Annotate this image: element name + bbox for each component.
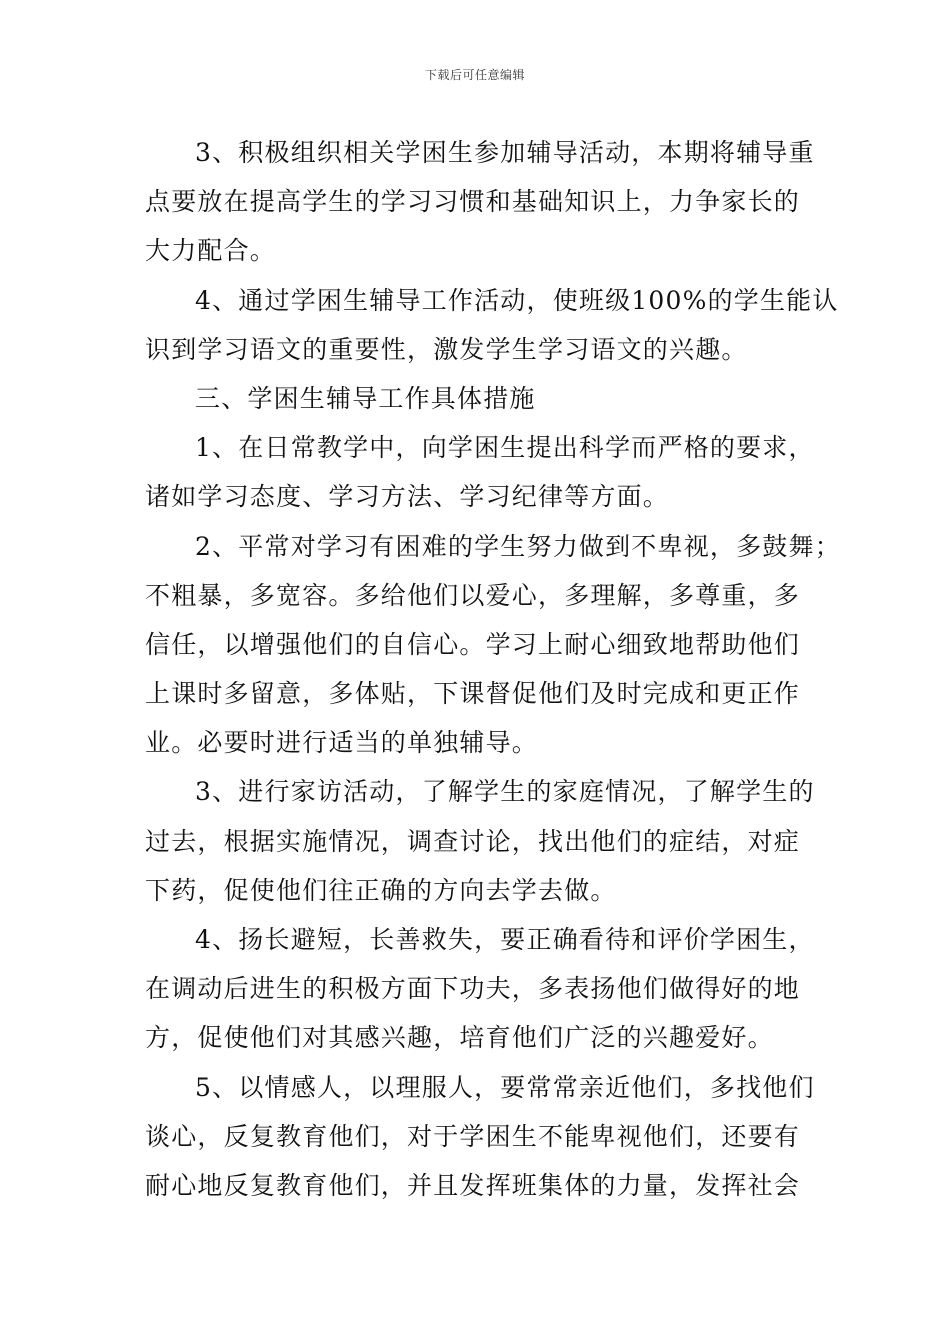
text-line: 信任，以增强他们的自信心。学习上耐心细致地帮助他们 (145, 629, 801, 659)
text-line: 点要放在提高学生的学习习惯和基础知识上，力争家长的 (145, 187, 801, 217)
text-line: 谈心，反复教育他们，对于学困生不能卑视他们，还要有 (145, 1121, 801, 1151)
text-line: 5、以情感人，以理服人，要常常亲近他们，多找他们 (195, 1072, 815, 1102)
text-line: 3、进行家访活动，了解学生的家庭情况，了解学生的 (195, 777, 815, 807)
text-line: 1、在日常教学中，向学困生提出科学而严格的要求， (195, 433, 815, 463)
text-line: 三、学困生辅导工作具体措施 (195, 383, 536, 413)
text-line: 3、积极组织相关学困生参加辅导活动，本期将辅导重 (195, 138, 815, 167)
text-line: 识到学习语文的重要性，激发学生学习语文的兴趣。 (145, 334, 748, 364)
text-line: 耐心地反复教育他们，并且发挥班集体的力量，发挥社会 (145, 1170, 801, 1200)
text-line: 诸如学习态度、学习方法、学习纪律等方面。 (145, 482, 670, 512)
text-line: 4、扬长避短，长善救失，要正确看待和评价学困生， (195, 925, 815, 954)
text-line: 方，促使他们对其感兴趣，培育他们广泛的兴趣爱好。 (145, 1023, 774, 1053)
text-line: 大力配合。 (145, 236, 277, 266)
page-header: 下载后可任意编辑 (424, 68, 525, 82)
text-line: 过去，根据实施情况，调查讨论，找出他们的症结，对症 (145, 826, 801, 856)
text-line: 业。必要时进行适当的单独辅导。 (145, 728, 539, 758)
text-line: 2、平常对学习有困难的学生努力做到不卑视，多鼓舞； (195, 531, 841, 561)
text-line: 4、通过学困生辅导工作活动，使班级100%的学生能认 (195, 285, 839, 315)
text-line: 上课时多留意，多体贴，下课督促他们及时完成和更正作 (145, 679, 801, 709)
text-line: 下药，促使他们往正确的方向去学去做。 (145, 875, 617, 905)
text-line: 不粗暴，多宽容。多给他们以爱心，多理解，多尊重，多 (145, 580, 801, 610)
document-body (145, 128, 841, 1210)
text-line: 在调动后进生的积极方面下功夫，多表扬他们做得好的地 (145, 974, 801, 1004)
